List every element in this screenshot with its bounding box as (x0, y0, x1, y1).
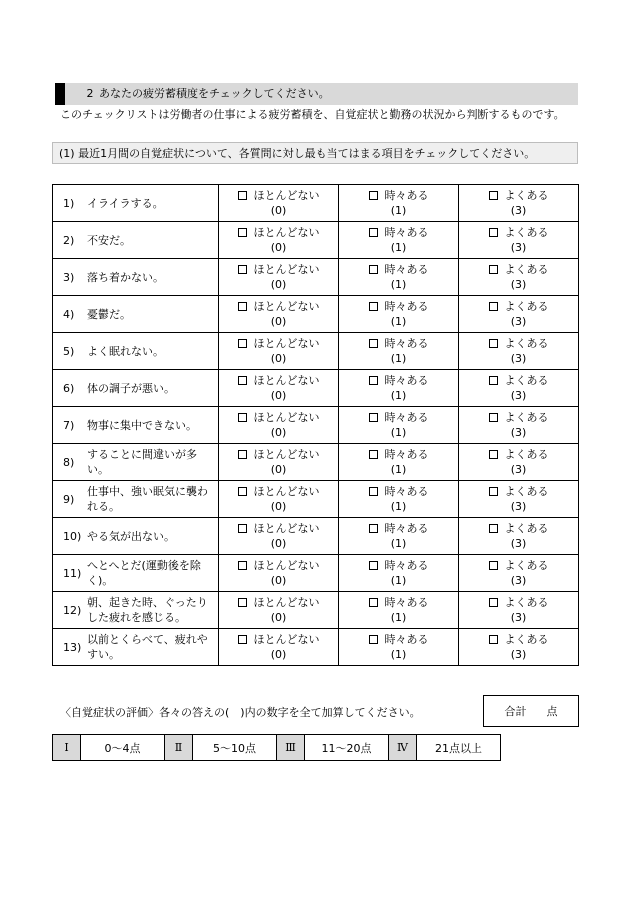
answer-option[interactable] (339, 629, 459, 666)
option-label: 時々ある (384, 411, 429, 424)
option-score: (1) (390, 241, 407, 254)
answer-option[interactable] (459, 481, 579, 518)
checkbox-icon[interactable] (489, 561, 498, 570)
option-label: ほとんどない (253, 263, 320, 276)
table-row (53, 407, 579, 444)
option-label: 時々ある (384, 633, 429, 646)
question-number: 10) (63, 529, 82, 543)
total-label: 合計 (504, 705, 527, 718)
checkbox-icon[interactable] (238, 413, 247, 422)
checkbox-icon[interactable] (369, 598, 378, 607)
checkbox-icon[interactable] (238, 302, 247, 311)
option-score: (0) (270, 611, 287, 624)
option-score: (1) (390, 648, 407, 661)
option-label: よくある (504, 522, 549, 535)
table-row (53, 222, 579, 259)
question-number: 8) (63, 455, 75, 469)
checkbox-icon[interactable] (238, 635, 247, 644)
answer-option[interactable] (339, 407, 459, 444)
option-score: (1) (390, 537, 407, 550)
checkbox-icon[interactable] (369, 376, 378, 385)
option-label: 時々ある (384, 189, 429, 202)
table-row (53, 296, 579, 333)
option-score: (1) (390, 278, 407, 291)
section-header (55, 83, 578, 105)
answer-option[interactable] (219, 444, 339, 481)
checkbox-icon[interactable] (489, 487, 498, 496)
answer-option[interactable] (459, 407, 579, 444)
question-cell (53, 407, 219, 444)
answer-option[interactable] (339, 481, 459, 518)
question-text: 以前とくらべて、疲れやすい。 (87, 633, 208, 661)
question-cell (53, 555, 219, 592)
answer-option[interactable] (459, 592, 579, 629)
checkbox-icon[interactable] (238, 487, 247, 496)
answer-option[interactable] (459, 444, 579, 481)
checkbox-icon[interactable] (369, 524, 378, 533)
question-cell (53, 629, 219, 666)
option-label: ほとんどない (253, 411, 320, 424)
checkbox-icon[interactable] (238, 598, 247, 607)
answer-option[interactable] (219, 555, 339, 592)
option-label: ほとんどない (253, 633, 320, 646)
level-range: 11〜20点 (305, 735, 389, 761)
answer-option[interactable] (219, 481, 339, 518)
checkbox-icon[interactable] (369, 339, 378, 348)
option-score: (0) (270, 537, 287, 550)
checkbox-icon[interactable] (369, 561, 378, 570)
question-number: 1) (63, 196, 75, 210)
question-number: 13) (63, 640, 82, 654)
level-numeral: Ⅱ (165, 735, 193, 761)
option-label: ほとんどない (253, 596, 320, 609)
option-label: 時々ある (384, 596, 429, 609)
answer-option[interactable] (459, 370, 579, 407)
answer-option[interactable] (339, 333, 459, 370)
answer-option[interactable] (219, 629, 339, 666)
table-row (53, 481, 579, 518)
question-cell (53, 592, 219, 629)
option-label: 時々ある (384, 374, 429, 387)
level-range: 0〜4点 (81, 735, 165, 761)
checkbox-icon[interactable] (489, 228, 498, 237)
question-text: 仕事中、強い眠気に襲われる。 (87, 485, 208, 513)
option-score: (1) (390, 352, 407, 365)
evaluation-levels (52, 734, 501, 761)
answer-option[interactable] (339, 259, 459, 296)
question-text: やる気が出ない。 (87, 529, 175, 543)
answer-option[interactable] (219, 592, 339, 629)
option-score: (0) (270, 241, 287, 254)
option-label: よくある (504, 559, 549, 572)
question-cell (53, 481, 219, 518)
option-score: (1) (390, 500, 407, 513)
section-number: 2 (86, 87, 94, 100)
option-label: よくある (504, 374, 549, 387)
option-score: (1) (390, 574, 407, 587)
question-number: 6) (63, 381, 75, 395)
question-cell (53, 370, 219, 407)
checkbox-icon[interactable] (369, 265, 378, 274)
option-label: 時々ある (384, 300, 429, 313)
option-score: (3) (510, 611, 527, 624)
question-number: 9) (63, 492, 75, 506)
question-cell (53, 296, 219, 333)
answer-option[interactable] (339, 185, 459, 222)
option-label: よくある (504, 226, 549, 239)
option-label: よくある (504, 189, 549, 202)
option-score: (1) (390, 204, 407, 217)
question-number: 4) (63, 307, 75, 321)
option-label: ほとんどない (253, 337, 320, 350)
question-cell (53, 444, 219, 481)
option-score: (3) (510, 463, 527, 476)
checkbox-icon[interactable] (369, 228, 378, 237)
question-text: 不安だ。 (87, 233, 131, 247)
question-text: 物事に集中できない。 (87, 418, 197, 432)
option-score: (1) (390, 315, 407, 328)
answer-option[interactable] (339, 555, 459, 592)
question-cell (53, 259, 219, 296)
option-label: 時々ある (384, 448, 429, 461)
option-score: (0) (270, 204, 287, 217)
question-text: イライラする。 (87, 196, 164, 210)
answer-option[interactable] (219, 518, 339, 555)
option-score: (3) (510, 426, 527, 439)
checkbox-icon[interactable] (369, 191, 378, 200)
answer-option[interactable] (459, 185, 579, 222)
option-label: 時々ある (384, 263, 429, 276)
checkbox-icon[interactable] (489, 413, 498, 422)
option-score: (3) (510, 241, 527, 254)
answer-option[interactable] (339, 222, 459, 259)
answer-option[interactable] (219, 259, 339, 296)
checkbox-icon[interactable] (369, 302, 378, 311)
section-marker (55, 83, 65, 105)
question-text: 朝、起きた時、ぐったりした疲れを感じる。 (87, 596, 208, 624)
answer-option[interactable] (339, 296, 459, 333)
question-text: 体の調子が悪い。 (87, 381, 175, 395)
option-label: よくある (504, 448, 549, 461)
option-label: よくある (504, 411, 549, 424)
option-label: よくある (504, 263, 549, 276)
option-score: (3) (510, 537, 527, 550)
checkbox-icon[interactable] (238, 191, 247, 200)
option-label: よくある (504, 596, 549, 609)
total-score-box[interactable] (483, 695, 579, 727)
checkbox-icon[interactable] (489, 598, 498, 607)
level-numeral: Ⅲ (277, 735, 305, 761)
checkbox-icon[interactable] (238, 265, 247, 274)
question-number: 7) (63, 418, 75, 432)
option-label: ほとんどない (253, 522, 320, 535)
answer-option[interactable] (459, 296, 579, 333)
option-label: よくある (504, 300, 549, 313)
level-numeral: Ⅰ (53, 735, 81, 761)
answer-option[interactable] (459, 333, 579, 370)
checkbox-icon[interactable] (238, 376, 247, 385)
checkbox-icon[interactable] (489, 450, 498, 459)
question-text: へとへとだ(運動後を除く)。 (87, 559, 201, 587)
checkbox-icon[interactable] (238, 561, 247, 570)
table-row (53, 444, 579, 481)
checkbox-icon[interactable] (489, 524, 498, 533)
option-score: (3) (510, 574, 527, 587)
table-row (53, 259, 579, 296)
answer-option[interactable] (219, 407, 339, 444)
intro-text: このチェックリストは労働者の仕事による疲労蓄積を、自覚症状と勤務の状況から判断するものです。 (60, 108, 565, 121)
option-label: ほとんどない (253, 189, 320, 202)
answer-option[interactable] (219, 370, 339, 407)
answer-option[interactable] (459, 555, 579, 592)
option-score: (0) (270, 352, 287, 365)
question-number: 11) (63, 566, 82, 580)
question-number: 3) (63, 270, 75, 284)
section-title: あなたの疲労蓄積度をチェックしてください。 (99, 87, 330, 100)
answer-option[interactable] (459, 222, 579, 259)
table-row (53, 629, 579, 666)
option-label: ほとんどない (253, 448, 320, 461)
answer-option[interactable] (339, 592, 459, 629)
answer-option[interactable] (459, 259, 579, 296)
checkbox-icon[interactable] (369, 413, 378, 422)
option-label: よくある (504, 485, 549, 498)
evaluation-instruction: 〈自覚症状の評価〉各々の答えの( )内の数字を全て加算してください。 (60, 706, 421, 719)
option-label: 時々ある (384, 337, 429, 350)
option-label: ほとんどない (253, 226, 320, 239)
option-label: ほとんどない (253, 300, 320, 313)
option-score: (1) (390, 389, 407, 402)
option-label: 時々ある (384, 226, 429, 239)
answer-option[interactable] (339, 370, 459, 407)
option-label: ほとんどない (253, 559, 320, 572)
question-number: 5) (63, 344, 75, 358)
checkbox-icon[interactable] (238, 524, 247, 533)
checkbox-icon[interactable] (369, 635, 378, 644)
checkbox-icon[interactable] (489, 339, 498, 348)
option-score: (1) (390, 463, 407, 476)
answer-option[interactable] (459, 629, 579, 666)
checkbox-icon[interactable] (489, 302, 498, 311)
option-label: ほとんどない (253, 485, 320, 498)
option-score: (0) (270, 500, 287, 513)
table-row (53, 518, 579, 555)
question-cell (53, 333, 219, 370)
answer-option[interactable] (219, 333, 339, 370)
option-score: (1) (390, 426, 407, 439)
table-row (53, 333, 579, 370)
option-score: (1) (390, 611, 407, 624)
level-numeral: Ⅳ (389, 735, 417, 761)
option-label: ほとんどない (253, 374, 320, 387)
question-number: 2) (63, 233, 75, 247)
answer-option[interactable] (459, 518, 579, 555)
option-score: (0) (270, 278, 287, 291)
answer-option[interactable] (219, 222, 339, 259)
question-text: 憂鬱だ。 (87, 307, 131, 321)
checkbox-icon[interactable] (369, 487, 378, 496)
option-score: (0) (270, 389, 287, 402)
checkbox-icon[interactable] (238, 228, 247, 237)
checkbox-icon[interactable] (489, 376, 498, 385)
question-cell (53, 222, 219, 259)
option-label: 時々ある (384, 522, 429, 535)
option-label: よくある (504, 633, 549, 646)
question-text: よく眠れない。 (87, 344, 164, 358)
option-score: (0) (270, 315, 287, 328)
table-row (53, 370, 579, 407)
level-range: 21点以上 (417, 735, 501, 761)
option-score: (0) (270, 648, 287, 661)
answer-option[interactable] (219, 296, 339, 333)
option-score: (3) (510, 500, 527, 513)
part1-title: (1) 最近1月間の自覚症状について、各質問に対し最も当てはまる項目をチェックしてください。 (52, 142, 578, 164)
option-score: (0) (270, 463, 287, 476)
table-row (53, 185, 579, 222)
option-score: (3) (510, 204, 527, 217)
question-text: 落ち着かない。 (87, 270, 164, 284)
level-range: 5〜10点 (193, 735, 277, 761)
option-score: (3) (510, 389, 527, 402)
option-score: (3) (510, 648, 527, 661)
answer-option[interactable] (219, 185, 339, 222)
question-cell (53, 185, 219, 222)
answer-option[interactable] (339, 444, 459, 481)
checkbox-icon[interactable] (238, 450, 247, 459)
option-score: (0) (270, 426, 287, 439)
total-unit: 点 (546, 705, 558, 718)
option-score: (3) (510, 315, 527, 328)
symptom-checklist (52, 184, 579, 666)
option-score: (0) (270, 574, 287, 587)
table-row (53, 555, 579, 592)
option-score: (3) (510, 278, 527, 291)
option-score: (3) (510, 352, 527, 365)
answer-option[interactable] (339, 518, 459, 555)
option-label: よくある (504, 337, 549, 350)
question-cell (53, 518, 219, 555)
checkbox-icon[interactable] (489, 635, 498, 644)
question-number: 12) (63, 603, 82, 617)
checkbox-icon[interactable] (489, 265, 498, 274)
checkbox-icon[interactable] (489, 191, 498, 200)
option-label: 時々ある (384, 485, 429, 498)
question-text: することに間違いが多い。 (87, 448, 197, 476)
table-row (53, 592, 579, 629)
checkbox-icon[interactable] (238, 339, 247, 348)
option-label: 時々ある (384, 559, 429, 572)
checkbox-icon[interactable] (369, 450, 378, 459)
